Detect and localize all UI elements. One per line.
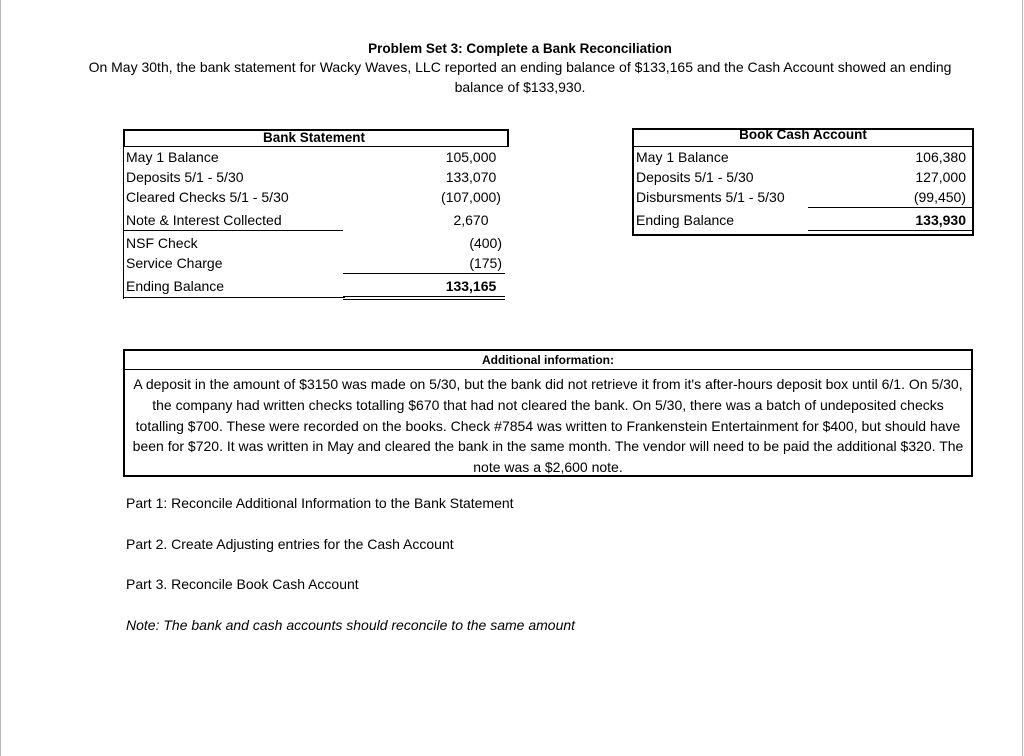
- book-cash-account-heading: Book Cash Account: [739, 127, 867, 142]
- bank-row-label: Ending Balance: [126, 278, 225, 294]
- bank-row-value: 2,670: [453, 212, 489, 228]
- bank-row-value: 105,000: [445, 149, 497, 165]
- page-left-border: [0, 0, 1, 756]
- total-double-rule: [343, 299, 505, 300]
- bank-statement-heading: Bank Statement: [262, 130, 366, 145]
- bank-row-value: (400): [469, 235, 502, 251]
- book-row-value: 127,000: [915, 169, 966, 185]
- bank-row-label: Service Charge: [126, 255, 223, 271]
- subtotal-rule: [808, 207, 972, 208]
- additional-information-heading: Additional information:: [482, 353, 614, 367]
- page-title: Problem Set 3: Complete a Bank Reconciliation: [368, 41, 672, 56]
- total-double-rule: [808, 230, 972, 231]
- bank-row-label: Deposits 5/1 - 5/30: [126, 169, 244, 185]
- book-row-label: May 1 Balance: [636, 149, 729, 165]
- reconcile-note: Note: The bank and cash accounts should reconcile to the same amount: [126, 617, 576, 633]
- bank-ending-balance-value: 133,165: [445, 278, 497, 294]
- part-2-instruction: Part 2. Create Adjusting entries for the Cash Account: [126, 536, 454, 552]
- book-ending-balance-value: 133,930: [915, 212, 966, 228]
- book-cash-account-header-line: [633, 146, 972, 147]
- additional-information-text: A deposit in the amount of $3150 was made on 5/30, but the bank did not retrieve it from it's after-hours deposit box until 6/1. On 5/30, the company had written checks totalling $670 that had not cleared the bank. On 5/30, there was a batch of undeposited checks totalling $700. These were recorded on the books. Check #7854 was written to Frankenstein Entertainment for $400, but should have been for $720. It was written in May and cleared the bank in the same month. The vendor will need to be paid the additional $320. The note was a $2,600 note.: [132, 376, 964, 476]
- additional-information-header-line: [125, 369, 971, 370]
- book-row-value: (99,450): [913, 189, 966, 205]
- book-row-label: Deposits 5/1 - 5/30: [636, 169, 754, 185]
- total-double-rule: [343, 296, 505, 297]
- bank-row-value: (107,000): [441, 189, 501, 205]
- row-divider: [123, 230, 343, 231]
- page-right-border: [1022, 0, 1023, 756]
- bank-row-label: Note & Interest Collected: [126, 212, 282, 228]
- subtotal-rule: [343, 273, 505, 274]
- part-1-instruction: Part 1: Reconcile Additional Information to the Bank Statement: [126, 495, 514, 511]
- part-3-instruction: Part 3. Reconcile Book Cash Account: [126, 576, 359, 592]
- intro-paragraph: On May 30th, the bank statement for Wacky Waves, LLC reported an ending balance of $133,165 and the Cash Account showed an ending balance of $133,930.: [88, 59, 952, 95]
- book-row-value: 106,380: [915, 149, 966, 165]
- bank-row-value: (175): [469, 255, 502, 271]
- bank-row-value: 133,070: [445, 169, 497, 185]
- book-row-label: Ending Balance: [636, 212, 735, 228]
- book-row-label: Disbursments 5/1 - 5/30: [636, 189, 785, 205]
- row-divider: [123, 297, 345, 298]
- bank-row-label: NSF Check: [126, 235, 198, 251]
- bank-row-label: May 1 Balance: [126, 149, 219, 165]
- bank-statement-header-line: [123, 146, 508, 147]
- bank-row-label: Cleared Checks 5/1 - 5/30: [126, 189, 289, 205]
- bank-statement-left-line: [123, 146, 124, 299]
